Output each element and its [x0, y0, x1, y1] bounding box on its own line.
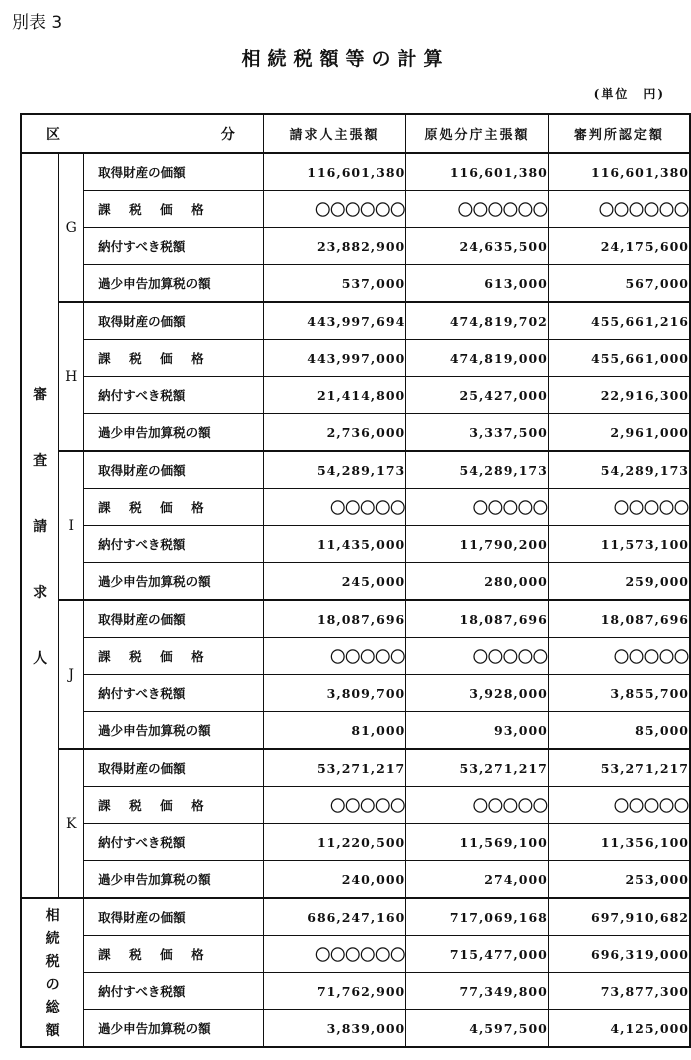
table-row — [21, 898, 690, 936]
value-cell: 567,000 — [548, 265, 690, 303]
table-row — [21, 451, 690, 489]
value-cell: 686,247,160 — [263, 898, 406, 936]
value-cell: 3,337,500 — [406, 414, 549, 452]
row-label: 納付すべき税額 — [84, 228, 264, 265]
table-row — [21, 1010, 690, 1048]
value-cell: 〇〇〇〇〇 — [548, 638, 690, 675]
row-label: 過少申告加算税の額 — [84, 265, 264, 303]
value-cell: 77,349,800 — [406, 973, 549, 1010]
value-cell: 22,916,300 — [548, 377, 690, 414]
vertical-char: 査 — [33, 452, 48, 469]
row-label: 課 税 価 格 — [84, 638, 264, 675]
person-label-K: K — [59, 749, 84, 898]
value-cell: 〇〇〇〇〇 — [263, 638, 406, 675]
value-cell: 474,819,000 — [406, 340, 549, 377]
table-row — [21, 824, 690, 861]
value-cell: 253,000 — [548, 861, 690, 899]
value-cell: 11,573,100 — [548, 526, 690, 563]
header-tribunal: 審判所認定額 — [548, 114, 690, 153]
value-cell: 474,819,702 — [406, 302, 549, 340]
table-row — [21, 489, 690, 526]
table-row — [21, 340, 690, 377]
table-row — [21, 712, 690, 750]
row-label: 課 税 価 格 — [84, 489, 264, 526]
table-row — [21, 563, 690, 601]
value-cell: 537,000 — [263, 265, 406, 303]
table-row — [21, 265, 690, 303]
value-cell: 73,877,300 — [548, 973, 690, 1010]
vertical-char: 続 — [45, 931, 60, 947]
value-cell: 〇〇〇〇〇 — [548, 787, 690, 824]
value-cell: 259,000 — [548, 563, 690, 601]
table-row — [21, 191, 690, 228]
value-cell: 〇〇〇〇〇〇 — [406, 191, 549, 228]
tax-calculation-table — [20, 113, 691, 1048]
vertical-char: 額 — [45, 1023, 60, 1039]
vertical-char: 税 — [45, 954, 60, 970]
value-cell: 〇〇〇〇〇 — [406, 638, 549, 675]
header-kubun: 区 分 — [21, 114, 263, 153]
row-label: 取得財産の価額 — [84, 749, 264, 787]
value-cell: 〇〇〇〇〇 — [548, 489, 690, 526]
value-cell: 2,736,000 — [263, 414, 406, 452]
value-cell: 18,087,696 — [406, 600, 549, 638]
value-cell: 443,997,694 — [263, 302, 406, 340]
row-label: 過少申告加算税の額 — [84, 712, 264, 750]
unit-note: (単位 円) — [593, 87, 665, 101]
value-cell: 71,762,900 — [263, 973, 406, 1010]
value-cell: 455,661,216 — [548, 302, 690, 340]
value-cell: 〇〇〇〇〇 — [406, 489, 549, 526]
table-row — [21, 675, 690, 712]
vertical-char: 総 — [45, 1000, 60, 1016]
row-label: 過少申告加算税の額 — [84, 414, 264, 452]
value-cell: 〇〇〇〇〇〇 — [548, 191, 690, 228]
row-label: 納付すべき税額 — [84, 973, 264, 1010]
value-cell: 4,597,500 — [406, 1010, 549, 1048]
value-cell: 116,601,380 — [548, 153, 690, 191]
table-row — [21, 377, 690, 414]
header-claimant: 請求人主張額 — [263, 114, 406, 153]
row-label: 課 税 価 格 — [84, 787, 264, 824]
value-cell: 53,271,217 — [548, 749, 690, 787]
document-title: 相続税額等の計算 — [241, 48, 450, 70]
value-cell: 11,356,100 — [548, 824, 690, 861]
person-label-I: I — [59, 451, 84, 600]
value-cell: 697,910,682 — [548, 898, 690, 936]
value-cell: 11,220,500 — [263, 824, 406, 861]
row-label: 課 税 価 格 — [84, 936, 264, 973]
table-row — [21, 638, 690, 675]
table-row — [21, 973, 690, 1010]
value-cell: 696,319,000 — [548, 936, 690, 973]
vertical-char: 人 — [33, 650, 48, 667]
group-label-claimant — [21, 153, 59, 898]
value-cell: 〇〇〇〇〇 — [263, 489, 406, 526]
row-label: 取得財産の価額 — [84, 600, 264, 638]
value-cell: 455,661,000 — [548, 340, 690, 377]
value-cell: 3,809,700 — [263, 675, 406, 712]
value-cell: 〇〇〇〇〇〇 — [263, 936, 406, 973]
group-label-total-tax — [21, 898, 84, 1047]
row-label: 納付すべき税額 — [84, 675, 264, 712]
document-label: 別表 3 — [12, 13, 63, 33]
value-cell: 11,435,000 — [263, 526, 406, 563]
value-cell: 3,855,700 — [548, 675, 690, 712]
row-label: 課 税 価 格 — [84, 340, 264, 377]
value-cell: 717,069,168 — [406, 898, 549, 936]
value-cell: 613,000 — [406, 265, 549, 303]
table-row — [21, 414, 690, 452]
value-cell: 85,000 — [548, 712, 690, 750]
row-label: 納付すべき税額 — [84, 526, 264, 563]
value-cell: 23,882,900 — [263, 228, 406, 265]
value-cell: 53,271,217 — [406, 749, 549, 787]
value-cell: 81,000 — [263, 712, 406, 750]
value-cell: 3,928,000 — [406, 675, 549, 712]
table-row — [21, 787, 690, 824]
value-cell: 〇〇〇〇〇 — [263, 787, 406, 824]
value-cell: 443,997,000 — [263, 340, 406, 377]
person-label-H: H — [59, 302, 84, 451]
vertical-char: 請 — [33, 518, 48, 535]
person-label-J: J — [59, 600, 84, 749]
table-row — [21, 861, 690, 899]
header-row — [21, 114, 690, 153]
row-label: 過少申告加算税の額 — [84, 1010, 264, 1048]
table-row — [21, 153, 690, 191]
value-cell: 54,289,173 — [406, 451, 549, 489]
value-cell: 11,569,100 — [406, 824, 549, 861]
value-cell: 24,175,600 — [548, 228, 690, 265]
row-label: 取得財産の価額 — [84, 451, 264, 489]
value-cell: 11,790,200 — [406, 526, 549, 563]
value-cell: 2,961,000 — [548, 414, 690, 452]
vertical-char: 求 — [33, 584, 48, 601]
row-label: 過少申告加算税の額 — [84, 563, 264, 601]
row-label: 課 税 価 格 — [84, 191, 264, 228]
value-cell: 116,601,380 — [406, 153, 549, 191]
row-label: 取得財産の価額 — [84, 153, 264, 191]
row-label: 納付すべき税額 — [84, 377, 264, 414]
value-cell: 3,839,000 — [263, 1010, 406, 1048]
table-row — [21, 936, 690, 973]
table-body — [21, 153, 690, 1047]
table-row — [21, 749, 690, 787]
value-cell: 93,000 — [406, 712, 549, 750]
value-cell: 54,289,173 — [548, 451, 690, 489]
person-label-G: G — [59, 153, 84, 302]
vertical-char: の — [45, 977, 60, 993]
table-row — [21, 228, 690, 265]
header-original-agency: 原処分庁主張額 — [406, 114, 549, 153]
vertical-char: 相 — [45, 908, 60, 924]
value-cell: 24,635,500 — [406, 228, 549, 265]
value-cell: 53,271,217 — [263, 749, 406, 787]
value-cell: 25,427,000 — [406, 377, 549, 414]
value-cell: 116,601,380 — [263, 153, 406, 191]
vertical-char: 審 — [33, 386, 48, 403]
value-cell: 21,414,800 — [263, 377, 406, 414]
value-cell: 4,125,000 — [548, 1010, 690, 1048]
value-cell: 18,087,696 — [548, 600, 690, 638]
value-cell: 〇〇〇〇〇〇 — [263, 191, 406, 228]
table-row — [21, 526, 690, 563]
value-cell: 280,000 — [406, 563, 549, 601]
row-label: 取得財産の価額 — [84, 302, 264, 340]
row-label: 過少申告加算税の額 — [84, 861, 264, 899]
value-cell: 274,000 — [406, 861, 549, 899]
value-cell: 715,477,000 — [406, 936, 549, 973]
row-label: 納付すべき税額 — [84, 824, 264, 861]
value-cell: 245,000 — [263, 563, 406, 601]
value-cell: 54,289,173 — [263, 451, 406, 489]
table-row — [21, 302, 690, 340]
value-cell: 18,087,696 — [263, 600, 406, 638]
value-cell: 240,000 — [263, 861, 406, 899]
value-cell: 〇〇〇〇〇 — [406, 787, 549, 824]
table-row — [21, 600, 690, 638]
row-label: 取得財産の価額 — [84, 898, 264, 936]
